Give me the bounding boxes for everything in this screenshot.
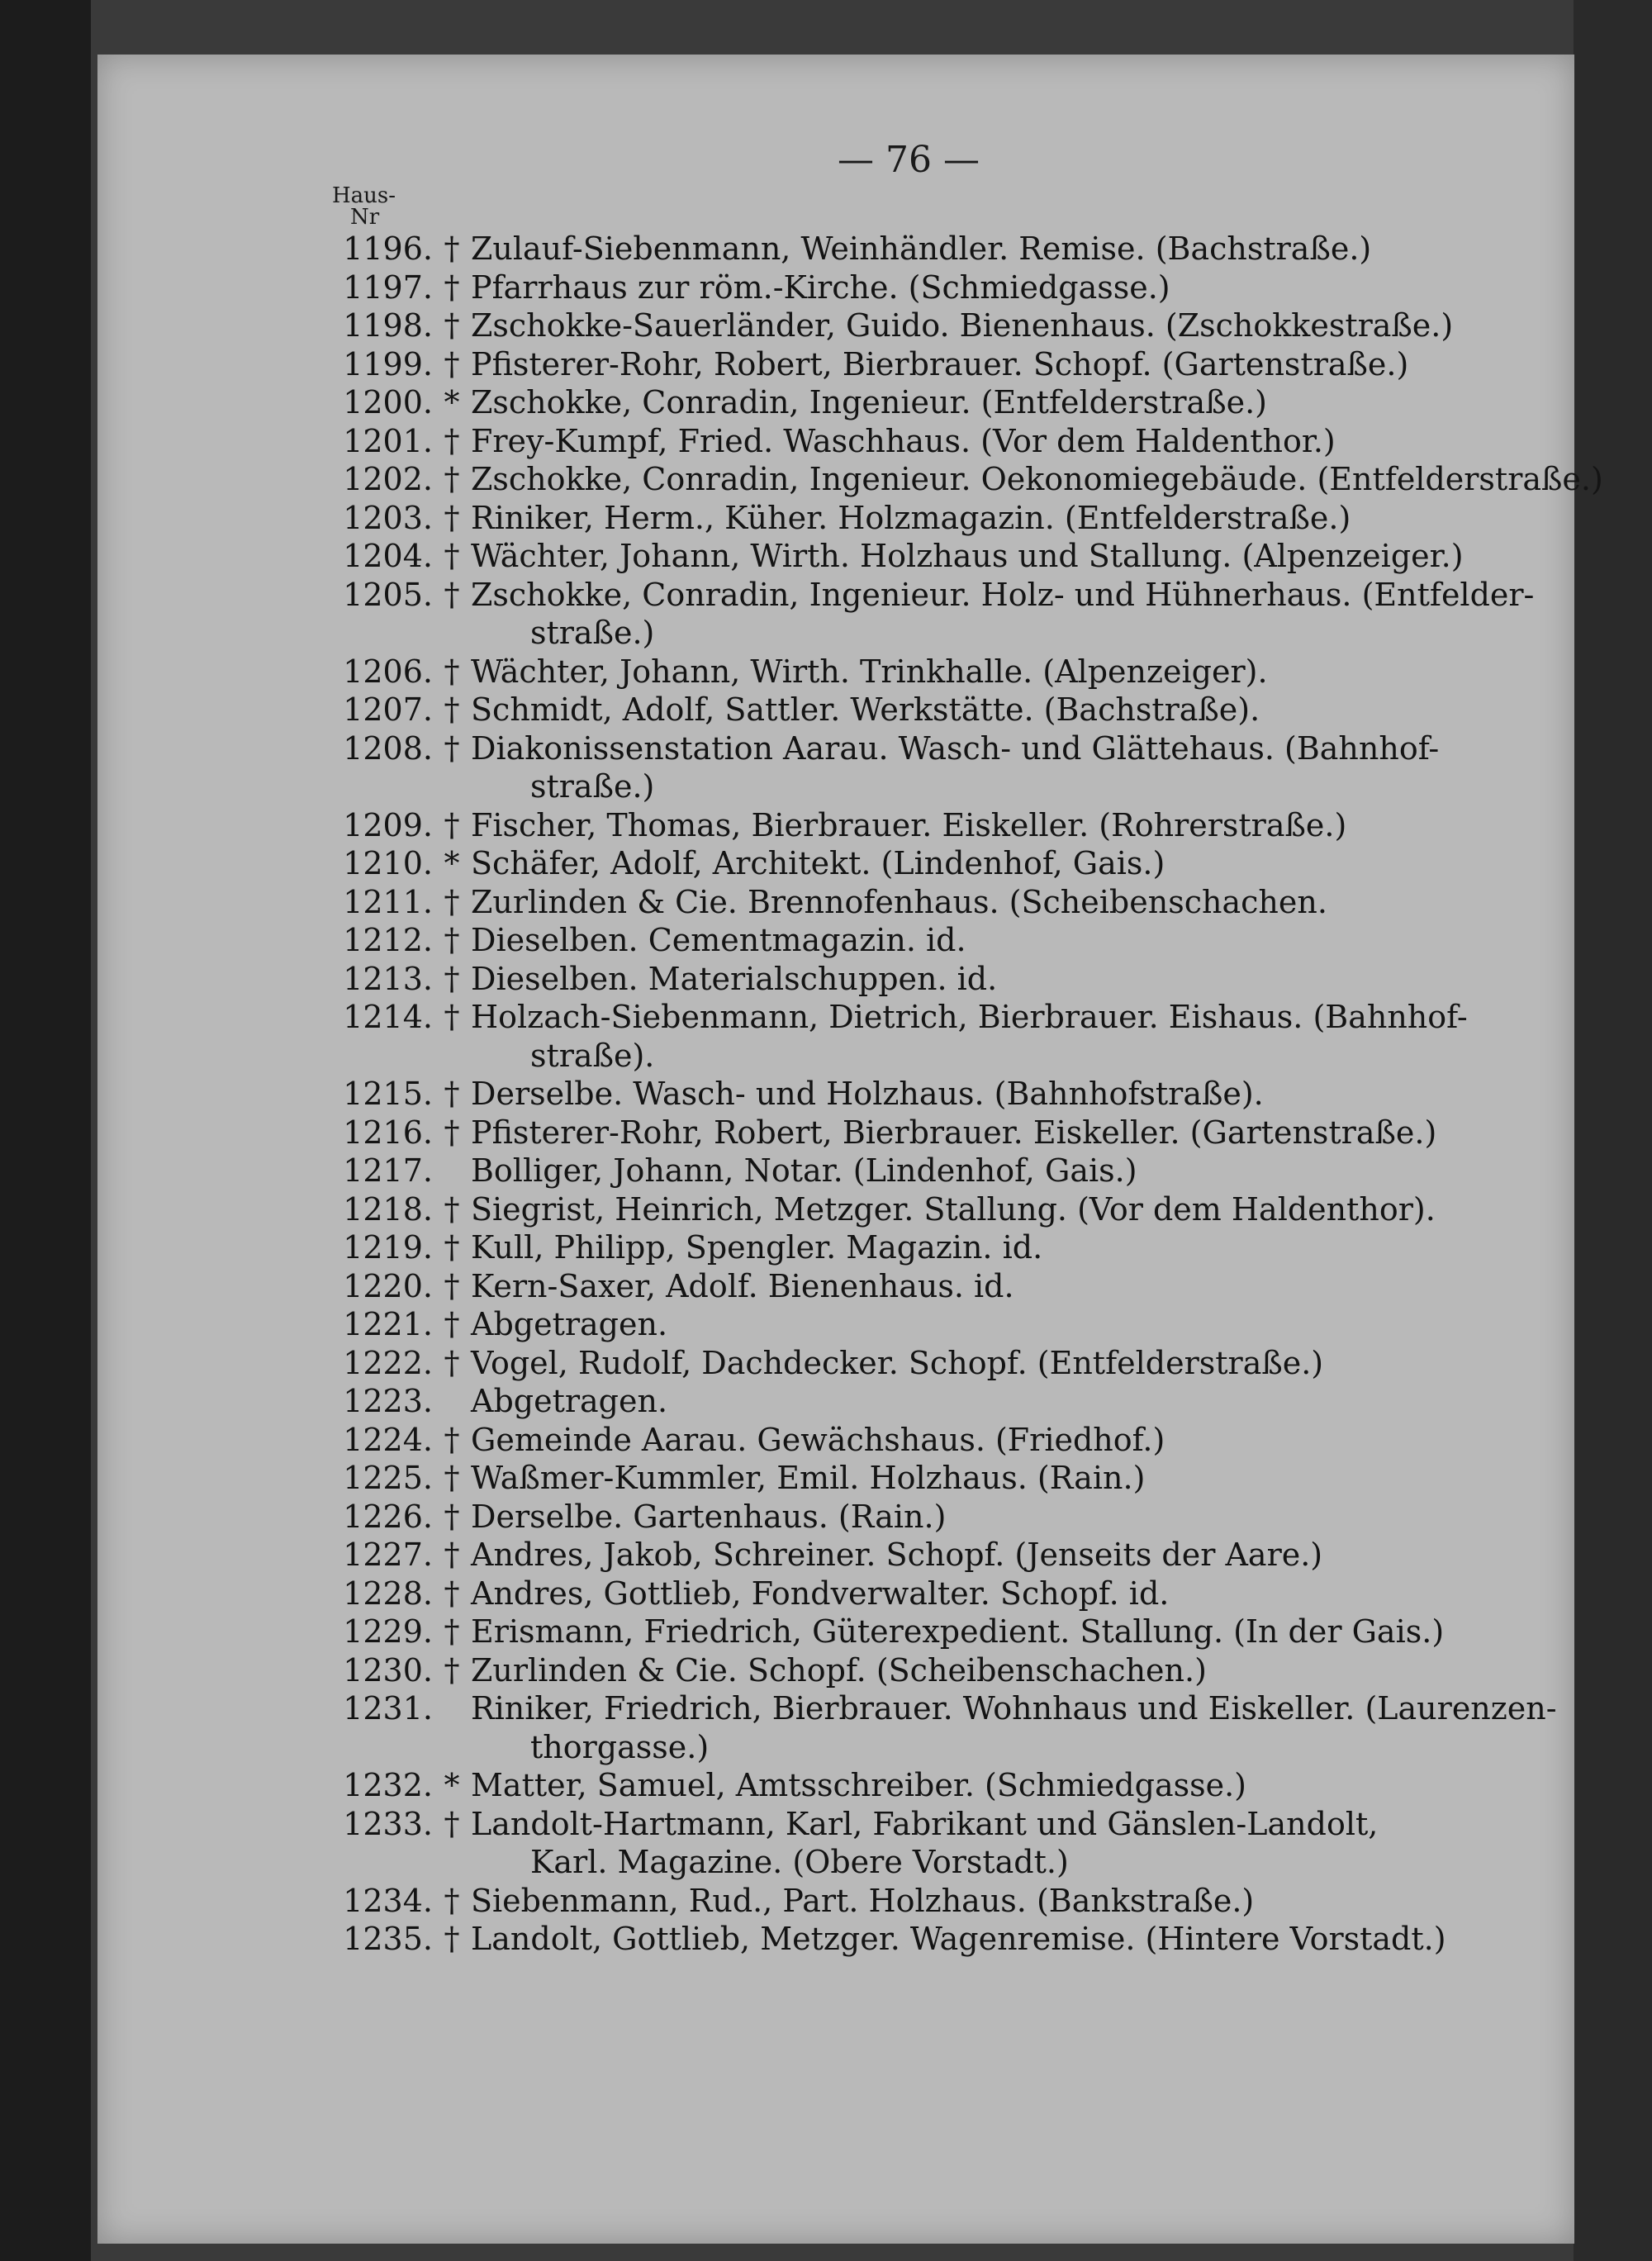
entry-text: Derselbe. Wasch- und Holzhaus. (Bahnhofstraße). [471,1076,1264,1112]
house-number: 1207. [343,691,433,728]
register-entry [332,729,1455,768]
entry-text: Pfisterer-Rohr, Robert, Bierbrauer. Schopf. (Gartenstraße.) [471,345,1409,382]
entry-text: Zschokke-Sauerländer, Guido. Bienenhaus. (Zschokkestraße.) [471,307,1454,344]
register-entry [332,576,1535,615]
entry-text: Abgetragen. [471,1306,668,1342]
register-entry [332,345,1455,384]
register-entry [332,806,1455,845]
entry-mark: † [444,806,460,843]
entry-text: Abgetragen. [471,1383,668,1419]
house-number: 1216. [343,1114,433,1151]
register-entry [332,1152,1455,1190]
house-number: 1232. [343,1767,433,1803]
entry-mark: † [444,1651,460,1689]
register-entry [332,230,1455,268]
entry-continuation [332,1843,1455,1882]
register-entry [332,383,1455,422]
scan-border-right [1574,0,1652,2261]
entry-text: Zschokke, Conradin, Ingenieur. Holz- und Hühnerhaus. (Entfelder- [471,576,1535,613]
house-number: 1228. [343,1575,433,1612]
entry-text: straße.) [530,768,655,805]
register-entry [332,1114,1455,1152]
entry-mark: † [444,576,460,613]
register-entry [332,1805,1455,1844]
entry-mark: † [444,960,460,997]
entry-text: Landolt-Hartmann, Karl, Fabrikant und Gänslen-Landolt, [471,1805,1379,1842]
entry-mark: † [444,1613,460,1650]
entry-text: Schmidt, Adolf, Sattler. Werkstätte. (Bachstraße). [471,691,1260,728]
entry-text: Schäfer, Adolf, Architekt. (Lindenhof, Gais.) [471,845,1165,881]
entry-mark: † [444,422,460,459]
entry-mark: † [444,1805,460,1842]
page-number: — 76 — [838,139,980,181]
entry-mark: † [444,999,460,1035]
house-number: 1225. [343,1460,433,1496]
house-number: 1196. [343,230,433,267]
column-header [332,185,396,228]
register-entry [332,1421,1455,1460]
entry-continuation [332,767,1455,806]
entry-text: Karl. Magazine. (Obere Vorstadt.) [530,1844,1069,1880]
entry-mark: † [444,1575,460,1612]
register-entry [332,460,1603,499]
entry-text: Gemeinde Aarau. Gewächshaus. (Friedhof.) [471,1421,1165,1458]
register-entry [332,1305,1455,1344]
entry-text: Kull, Philipp, Spengler. Magazin. id. [471,1229,1043,1266]
register-entry [332,1920,1455,1959]
house-number: 1235. [343,1921,433,1957]
house-number: 1219. [343,1229,433,1266]
house-number: 1202. [343,461,433,497]
entry-mark: † [444,1190,460,1228]
house-register-list [332,230,1603,1959]
column-header-line-1: Haus- [332,183,396,208]
register-entry [332,1344,1455,1383]
entry-text: Zurlinden & Cie. Schopf. (Scheibenschachen.) [471,1651,1207,1689]
register-entry [332,1190,1455,1229]
entry-mark [433,1382,471,1421]
house-number: 1198. [343,307,433,344]
house-number: 1224. [343,1421,433,1458]
register-entry [332,883,1455,922]
register-entry [332,844,1455,883]
house-number: 1230. [343,1651,433,1689]
house-number: 1204. [343,538,433,574]
entry-mark: † [444,1229,460,1266]
register-entry [332,960,1455,999]
register-entry [332,1882,1455,1921]
entry-text: Zschokke, Conradin, Ingenieur. (Entfelderstraße.) [471,384,1267,420]
register-entry [332,306,1455,345]
entry-mark: † [444,1344,460,1381]
entry-text: Riniker, Friedrich, Bierbrauer. Wohnhaus und Eiskeller. (Laurenzen- [471,1690,1557,1727]
house-number: 1226. [343,1498,433,1535]
entry-text: Matter, Samuel, Amtsschreiber. (Schmiedgasse.) [471,1767,1246,1803]
entry-mark: † [444,268,460,306]
entry-mark: † [444,499,460,536]
entry-mark: † [444,691,460,728]
entry-text: Derselbe. Gartenhaus. (Rain.) [471,1498,947,1535]
register-entry [332,1766,1455,1805]
house-number: 1218. [343,1190,433,1228]
entry-continuation [332,1037,1455,1076]
house-number: 1221. [343,1306,433,1342]
house-number: 1223. [343,1383,433,1419]
entry-text: Frey-Kumpf, Fried. Waschhaus. (Vor dem Haldenthor.) [471,422,1336,459]
house-number: 1206. [343,653,433,690]
entry-mark: † [444,922,460,958]
register-entry [332,998,1468,1037]
house-number: 1200. [343,384,433,420]
house-number: 1197. [343,268,433,306]
register-entry [332,921,1455,960]
register-entry [332,653,1455,691]
entry-text: Wächter, Johann, Wirth. Trinkhalle. (Alpenzeiger). [471,653,1268,690]
entry-text: straße.) [530,615,655,651]
register-entry [332,1536,1455,1575]
entry-mark: * [444,845,460,881]
register-entry [332,499,1455,538]
entry-text: Pfisterer-Rohr, Robert, Bierbrauer. Eiskeller. (Gartenstraße.) [471,1114,1437,1151]
house-number: 1209. [343,806,433,843]
entry-mark: † [444,1421,460,1458]
entry-text: Dieselben. Materialschuppen. id. [471,960,998,997]
entry-text: Vogel, Rudolf, Dachdecker. Schopf. (Entfelderstraße.) [471,1344,1324,1381]
entry-mark: † [444,1882,460,1919]
entry-text: thorgasse.) [530,1728,710,1765]
entry-mark: † [444,1306,460,1342]
register-entry [332,1075,1455,1114]
entry-text: Zurlinden & Cie. Brennofenhaus. (Scheibenschachen. [471,883,1327,920]
house-number: 1214. [343,999,433,1035]
house-number: 1201. [343,422,433,459]
entry-mark [433,1689,471,1728]
entry-mark: † [444,729,460,767]
entry-mark: * [444,1767,460,1803]
entry-text: Siegrist, Heinrich, Metzger. Stallung. (Vor dem Haldenthor). [471,1190,1436,1228]
entry-text: Dieselben. Cementmagazin. id. [471,922,966,958]
register-entry [332,1382,1455,1421]
house-number: 1205. [343,576,433,613]
house-number: 1212. [343,922,433,958]
column-header-line-2: Nr [350,205,380,230]
entry-text: Zulauf-Siebenmann, Weinhändler. Remise. (Bachstraße.) [471,230,1372,267]
house-number: 1215. [343,1076,433,1112]
entry-mark: † [444,1537,460,1573]
house-number: 1217. [343,1152,433,1189]
entry-mark: † [444,883,460,920]
entry-mark: † [444,1921,460,1957]
entry-mark: † [444,1076,460,1112]
entry-mark [433,1152,471,1190]
entry-text: Diakonissenstation Aarau. Wasch- und Glättehaus. (Bahnhof- [471,729,1440,767]
entry-text: Zschokke, Conradin, Ingenieur. Oekonomiegebäude. (Entfelderstraße.) [471,461,1603,497]
entry-text: Landolt, Gottlieb, Metzger. Wagenremise. (Hintere Vorstadt.) [471,1921,1446,1957]
house-number: 1231. [343,1690,433,1727]
entry-text: Siebenmann, Rud., Part. Holzhaus. (Bankstraße.) [471,1882,1255,1919]
entry-text: Andres, Gottlieb, Fondverwalter. Schopf. id. [471,1575,1170,1612]
register-entry [332,1267,1455,1306]
entry-text: straße). [530,1037,655,1074]
entry-text: Kern-Saxer, Adolf. Bienenhaus. id. [471,1267,1014,1304]
entry-text: Wächter, Johann, Wirth. Holzhaus und Stallung. (Alpenzeiger.) [471,538,1464,574]
register-entry [332,537,1464,576]
register-entry [332,691,1455,729]
register-entry [332,1498,1455,1537]
entry-text: Bolliger, Johann, Notar. (Lindenhof, Gais.) [471,1152,1137,1189]
register-entry [332,1689,1557,1728]
entry-mark: † [444,1267,460,1304]
register-entry [332,422,1455,461]
register-entry [332,1651,1455,1690]
register-entry [332,1459,1455,1498]
entry-mark: † [444,538,460,574]
entry-continuation [332,614,1455,653]
entry-text: Riniker, Herm., Küher. Holzmagazin. (Entfelderstraße.) [471,499,1351,536]
register-entry [332,268,1455,307]
entry-mark: † [444,307,460,344]
entry-mark: † [444,653,460,690]
entry-text: Waßmer-Kummler, Emil. Holzhaus. (Rain.) [471,1460,1146,1496]
register-entry [332,1575,1455,1613]
entry-text: Andres, Jakob, Schreiner. Schopf. (Jenseits der Aare.) [471,1537,1323,1573]
entry-mark: † [444,1460,460,1496]
entry-text: Holzach-Siebenmann, Dietrich, Bierbrauer. Eishaus. (Bahnhof- [471,999,1468,1035]
house-number: 1208. [343,729,433,767]
house-number: 1222. [343,1344,433,1381]
register-entry [332,1228,1455,1267]
scan-border-left [0,0,91,2261]
house-number: 1234. [343,1882,433,1919]
entry-mark: † [444,1498,460,1535]
house-number: 1213. [343,960,433,997]
entry-text: Erismann, Friedrich, Güterexpedient. Stallung. (In der Gais.) [471,1613,1445,1650]
house-number: 1211. [343,883,433,920]
entry-text: Fischer, Thomas, Bierbrauer. Eiskeller. (Rohrerstraße.) [471,806,1347,843]
entry-continuation [332,1728,1455,1767]
house-number: 1233. [343,1805,433,1842]
entry-text: Pfarrhaus zur röm.-Kirche. (Schmiedgasse.) [471,268,1170,306]
house-number: 1229. [343,1613,433,1650]
house-number: 1203. [343,499,433,536]
house-number: 1199. [343,345,433,382]
house-number: 1227. [343,1537,433,1573]
register-entry [332,1613,1455,1651]
house-number: 1220. [343,1267,433,1304]
house-number: 1210. [343,845,433,881]
entry-mark: † [444,1114,460,1151]
entry-mark: † [444,345,460,382]
entry-mark: † [444,461,460,497]
entry-mark: † [444,230,460,267]
entry-mark: * [444,384,460,420]
